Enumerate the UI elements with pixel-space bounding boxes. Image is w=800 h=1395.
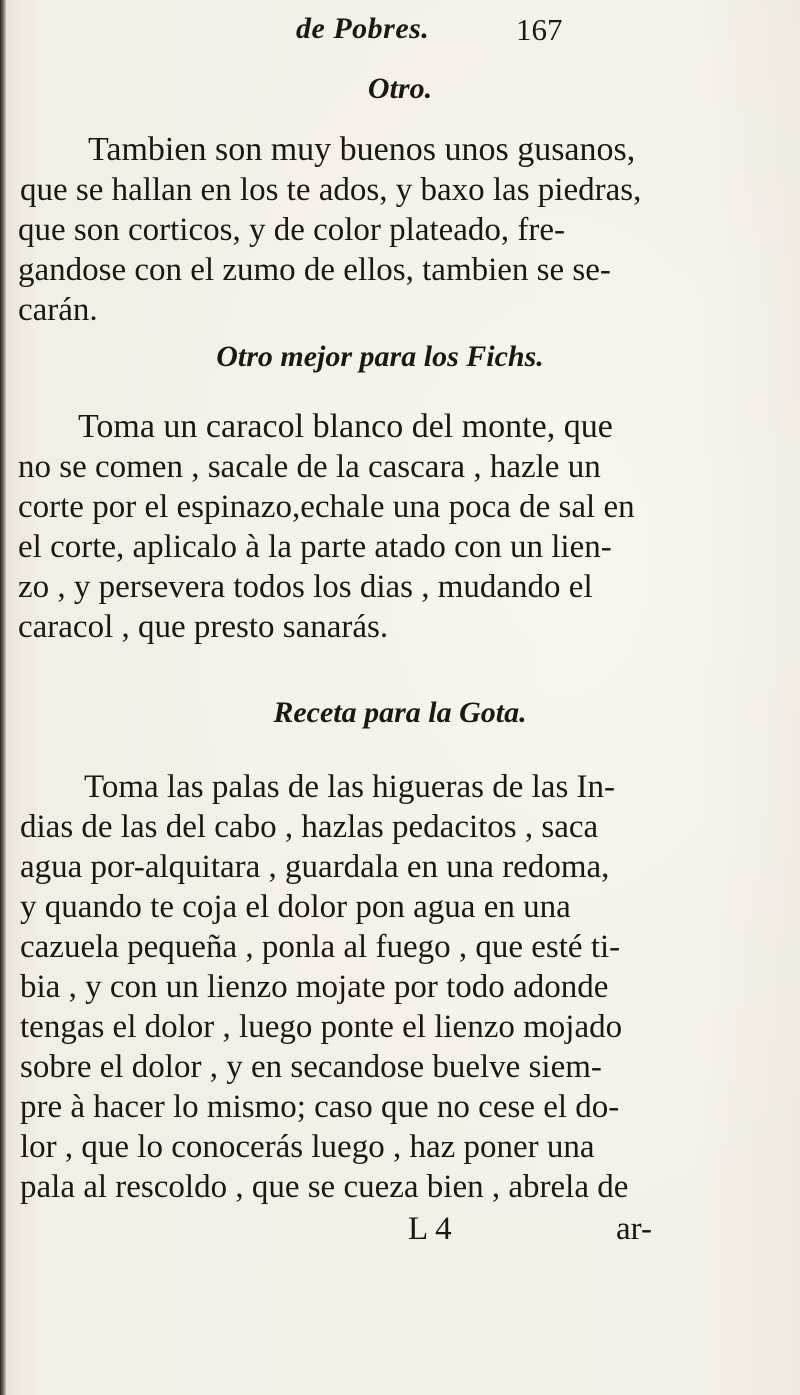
text-line: gandose con el zumo de ellos, tambien se se- (18, 252, 611, 288)
text-line: zo , y persevera todos los dias , mudando el (18, 569, 593, 605)
text-line: pala al rescoldo , que se cueza bien , abrela de (20, 1169, 629, 1205)
text-line: corte por el espinazo,echale una poca de sal en (18, 489, 635, 525)
text-line: y quando te coja el dolor pon agua en una (20, 889, 571, 925)
text-line: lor , que lo conocerás luego , haz poner una (20, 1129, 595, 1165)
text-line: que se hallan en los te ados, y baxo las piedras, (20, 172, 642, 208)
text-line: que son corticos, y de color plateado, fre- (18, 212, 566, 248)
catchword: ar- (616, 1211, 652, 1247)
page-header (0, 8, 800, 58)
signature-mark: L 4 (408, 1211, 452, 1247)
text-line: pre à hacer lo mismo; caso que no cese el do- (20, 1089, 620, 1125)
text-line: agua por-alquitara , guardala en una redoma, (20, 849, 610, 885)
section-heading-receta-gota: Receta para la Gota. (273, 696, 527, 729)
running-title: de Pobres. (296, 12, 430, 45)
text-line: Toma las palas de las higueras de las In- (84, 769, 616, 805)
page-number: 167 (516, 12, 563, 47)
text-line: no se comen , sacale de la cascara , hazle un (18, 449, 601, 485)
text-line: sobre el dolor , y en secandose buelve siem- (20, 1049, 602, 1085)
text-line: cazuela pequeña , ponla al fuego , que esté ti- (20, 929, 621, 965)
section-heading-otro-mejor: Otro mejor para los Fichs. (216, 340, 544, 373)
text-line: caracol , que presto sanarás. (18, 609, 389, 645)
section-heading-otro: Otro. (367, 72, 433, 105)
text-line: tengas el dolor , luego ponte el lienzo mojado (20, 1009, 623, 1045)
text-line: Toma un caracol blanco del monte, que (78, 408, 613, 445)
text-line: carán. (18, 292, 98, 328)
text-line: el corte, aplicalo à la parte atado con un lien- (18, 529, 612, 565)
page-binding-edge (0, 0, 6, 1395)
text-line: dias de las del cabo , hazlas pedacitos , saca (20, 809, 599, 845)
text-line: bia , y con un lienzo mojate por todo adonde (20, 969, 609, 1005)
text-line: Tambien son muy buenos unos gusanos, (88, 131, 636, 168)
